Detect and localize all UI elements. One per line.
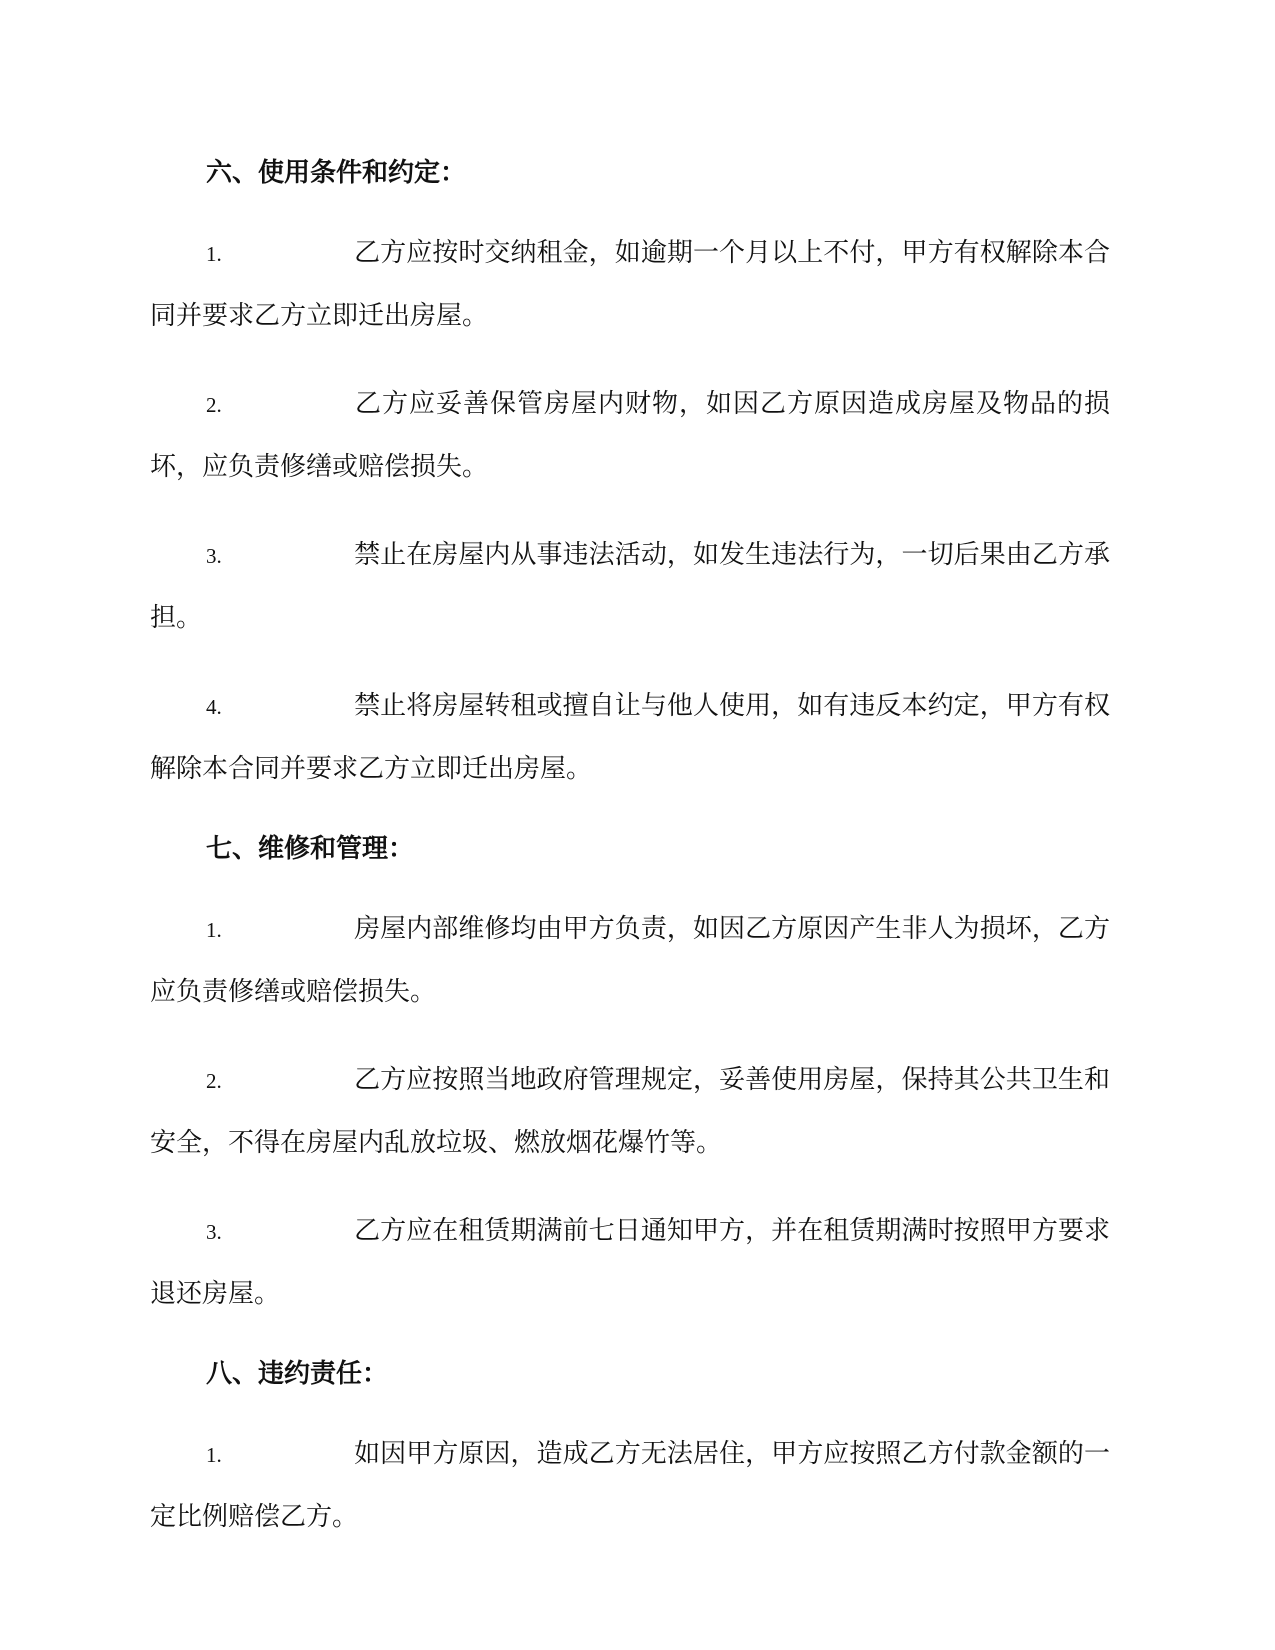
clause-text: 乙方应妥善保管房屋内财物，如因乙方原因造成房屋及物品的损坏，应负责修缮或赔偿损失。: [150, 389, 1110, 482]
clause-number: 1.: [206, 242, 222, 266]
clause-text: 乙方应按照当地政府管理规定，妥善使用房屋，保持其公共卫生和安全，不得在房屋内乱放垃圾、燃放烟花爆竹等。: [150, 1065, 1110, 1158]
document-body: [150, 150, 1110, 1574]
clause-text: 乙方应按时交纳租金，如逾期一个月以上不付，甲方有权解除本合同并要求乙方立即迁出房屋。: [150, 238, 1110, 331]
clause-8-1: [150, 1423, 1110, 1548]
clause-6-4: [150, 675, 1110, 800]
section-heading-usage-conditions: 六、使用条件和约定：: [206, 158, 467, 188]
clause-6-3: [150, 524, 1110, 649]
clause-number: 3.: [206, 1220, 222, 1244]
clause-number: 2.: [206, 393, 222, 417]
clause-6-1: [150, 222, 1110, 347]
clause-text: 房屋内部维修均由甲方负责，如因乙方原因产生非人为损坏，乙方应负责修缮或赔偿损失。: [150, 914, 1110, 1007]
section-heading-liability: 八、违约责任：: [206, 1359, 389, 1389]
clause-6-2: [150, 373, 1110, 498]
clause-text: 乙方应在租赁期满前七日通知甲方，并在租赁期满时按照甲方要求退还房屋。: [150, 1216, 1110, 1309]
clause-7-3: [150, 1200, 1110, 1325]
clause-number: 1.: [206, 918, 222, 942]
section-heading-maintenance: 七、维修和管理：: [206, 834, 415, 864]
clause-number: 3.: [206, 544, 222, 568]
clause-number: 1.: [206, 1443, 222, 1467]
clause-text: 禁止在房屋内从事违法活动，如发生违法行为，一切后果由乙方承担。: [150, 540, 1110, 633]
clause-number: 4.: [206, 695, 222, 719]
clause-text: 如因甲方原因，造成乙方无法居住，甲方应按照乙方付款金额的一定比例赔偿乙方。: [150, 1439, 1110, 1532]
clause-text: 禁止将房屋转租或擅自让与他人使用，如有违反本约定，甲方有权解除本合同并要求乙方立即迁出房屋。: [150, 691, 1110, 784]
clause-number: 2.: [206, 1069, 222, 1093]
clause-7-2: [150, 1049, 1110, 1174]
clause-7-1: [150, 898, 1110, 1023]
